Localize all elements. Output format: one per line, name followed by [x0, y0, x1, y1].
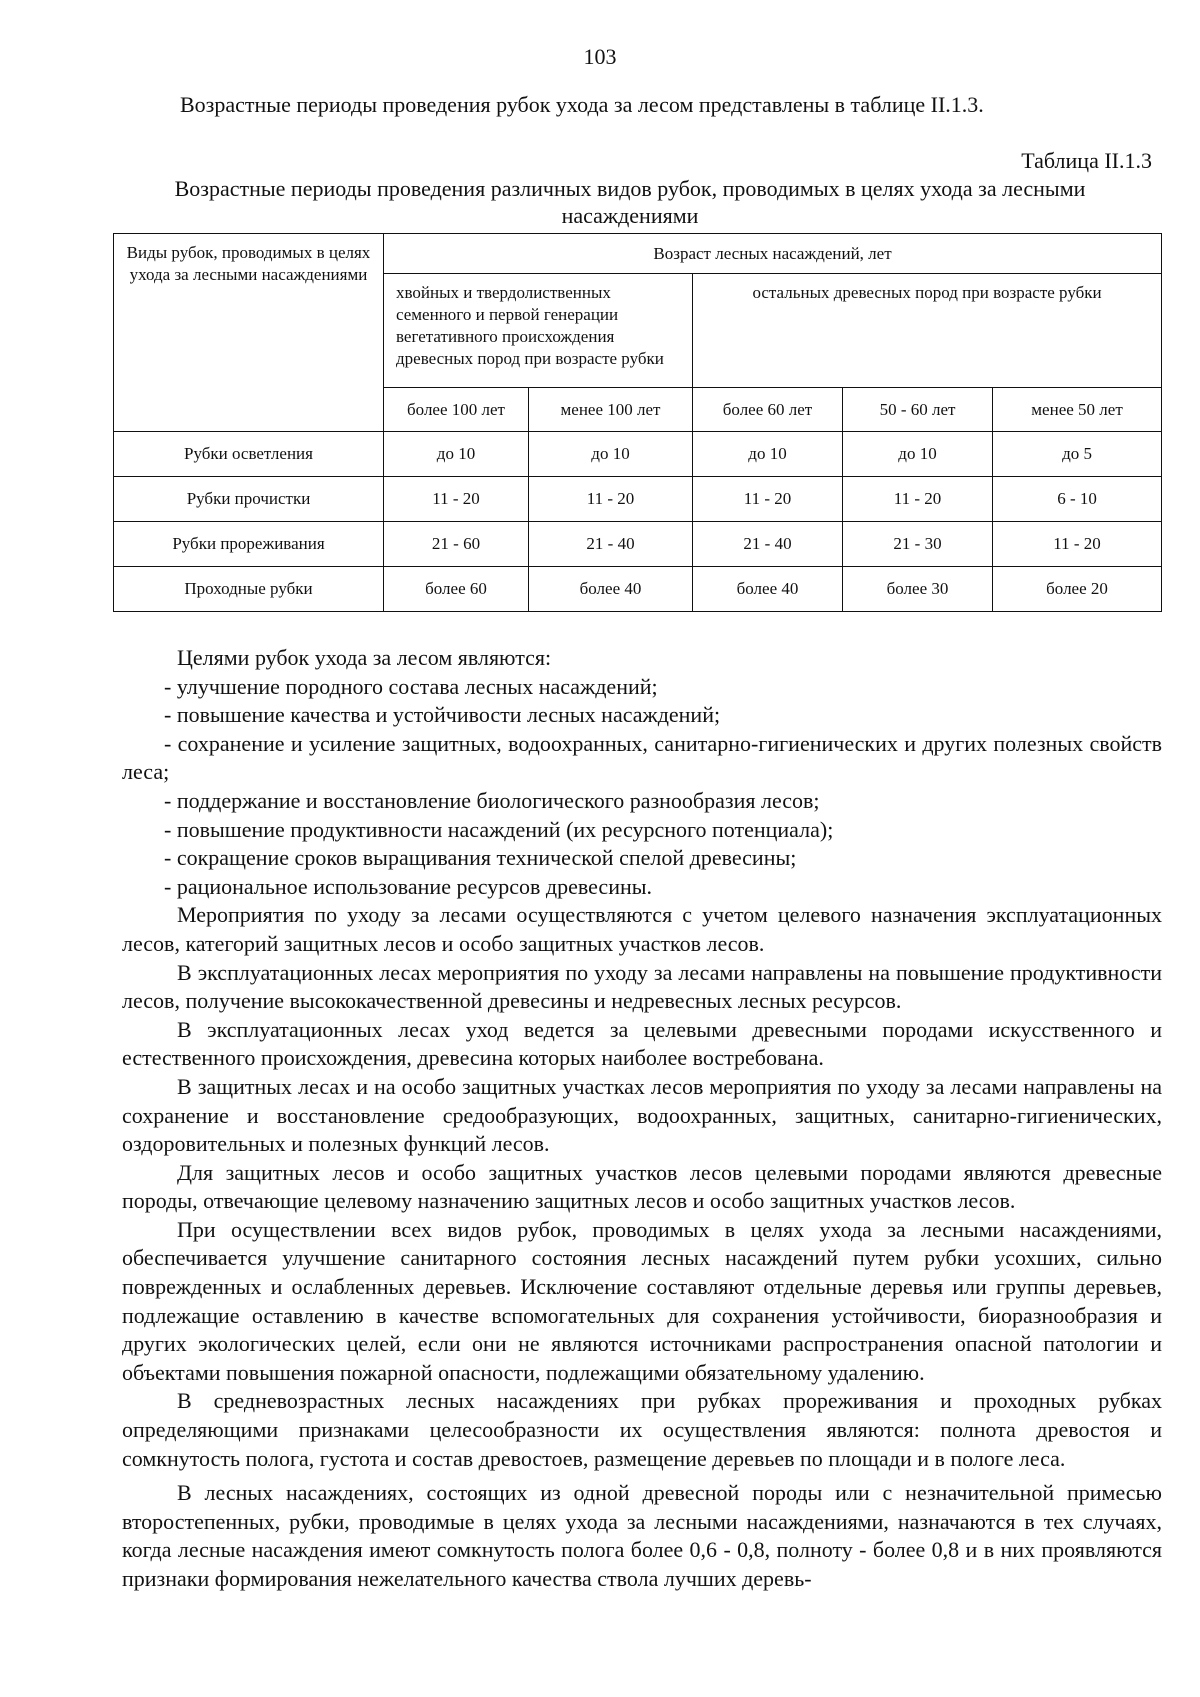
table-cell: 11 - 20 — [843, 477, 993, 522]
table-cell: до 5 — [993, 432, 1162, 477]
table-row — [114, 432, 1162, 477]
table-cell: 11 - 20 — [529, 477, 693, 522]
table-row — [114, 567, 1162, 612]
page-number: 103 — [583, 44, 617, 69]
group-header-other: остальных древесных пород при возрасте рубки — [693, 274, 1162, 388]
table-cell: 11 - 20 — [384, 477, 529, 522]
table-cell: до 10 — [693, 432, 843, 477]
table-cell: 11 - 20 — [993, 522, 1162, 567]
table-cell: более 60 — [384, 567, 529, 612]
goals-title: Целями рубок ухода за лесом являются: — [177, 645, 552, 670]
subheader-cell: 50 - 60 лет — [843, 388, 993, 432]
table-row — [114, 522, 1162, 567]
subheader-cell: менее 100 лет — [529, 388, 693, 432]
group-header-coniferous: хвойных и твердолиственных семенного и первой генерации вегетативного происхождения древесных пород при возрасте рубки — [384, 274, 693, 388]
goal-item: - улучшение породного состава лесных насаждений; — [164, 673, 658, 699]
subheader-cell: более 60 лет — [693, 388, 843, 432]
table-cell: 21 - 40 — [693, 522, 843, 567]
table-cell: более 40 — [693, 567, 843, 612]
table-label: Таблица II.1.3 — [1021, 148, 1152, 173]
goal-item: - повышение продуктивности насаждений (их ресурсного потенциала); — [164, 816, 834, 842]
table-cell: более 40 — [529, 567, 693, 612]
paragraph: При осуществлении всех видов рубок, проводимых в целях ухода за лесными насаждениями, обеспечивается улучшение санитарного состояния лесных насаждений путем рубки усохших, сильно поврежденных и ослабленных деревьев. Исключение составляют отдельные деревья или группы деревьев, подлежащие оставлению в качестве вспомогательных для сохранения устойчивости, биоразнообразия и других экологических целей, если они не являются источниками распространения опасной патологии и объектами повышения пожарной опасности, подлежащими обязательному удалению. — [122, 1216, 1162, 1385]
table-cell: 11 - 20 — [693, 477, 843, 522]
table-cell: до 10 — [384, 432, 529, 477]
table-cell: до 10 — [529, 432, 693, 477]
table-cell: 21 - 60 — [384, 522, 529, 567]
goal-item: - сокращение сроков выращивания технической спелой древесины; — [164, 845, 797, 871]
table-row — [114, 477, 1162, 522]
paragraph: Для защитных лесов и особо защитных участков лесов целевыми породами являются древесные породы, отвечающие целевому назначению защитных лесов и особо защитных участков лесов. — [122, 1159, 1162, 1214]
goal-item: - рациональное использование ресурсов древесины. — [164, 873, 653, 899]
paragraph: В эксплуатационных лесах мероприятия по уходу за лесами направлены на повышение продуктивности лесов, получение высококачественной древесины и недревесных лесных ресурсов. — [122, 959, 1162, 1014]
body-text — [122, 644, 1162, 1594]
table-cell: 6 - 10 — [993, 477, 1162, 522]
subheader-cell: менее 50 лет — [993, 388, 1162, 432]
row-name-cell: Проходные рубки — [114, 567, 384, 612]
table-cell: 21 - 30 — [843, 522, 993, 567]
paragraph: Мероприятия по уходу за лесами осуществляются с учетом целевого назначения эксплуатационных лесов, категорий защитных лесов и особо защитных участков лесов. — [122, 902, 1162, 956]
row-name-cell: Рубки прореживания — [114, 522, 384, 567]
goal-item: - поддержание и восстановление биологического разнообразия лесов; — [164, 787, 820, 813]
table-cell: до 10 — [843, 432, 993, 477]
table-title: Возрастные периоды проведения различных видов рубок, проводимых в целях ухода за лесными насаждениями — [174, 176, 1086, 228]
paragraph: В средневозрастных лесных насаждениях при рубках прореживания и проходных рубках определяющими признаками целесообразности их осуществления являются: полнота древостоя и сомкнутость полога, густота и состав древостоев, размещение деревьев по площади и в пологе леса. — [122, 1388, 1162, 1471]
paragraph: В лесных насаждениях, состоящих из одной древесной породы или с незначительной примесью второстепенных, рубки, проводимые в целях ухода за лесными насаждениями, назначаются в тех случаях, когда лесные насаждения имеют сомкнутость полога более 0,6 - 0,8, полноту - более 0,8 и в них проявляются признаки формирования нежелательного качества ствола лучших деревь- — [122, 1480, 1162, 1591]
intro-sentence: Возрастные периоды проведения рубок ухода за лесом представлены в таблице II.1.3. — [180, 92, 984, 117]
paragraph: В эксплуатационных лесах уход ведется за целевыми древесными породами искусственного и естественного происхождения, древесина которых наиболее востребована. — [122, 1016, 1162, 1071]
age-header-cell: Возраст лесных насаждений, лет — [384, 234, 1162, 274]
row-name-cell: Рубки прочистки — [114, 477, 384, 522]
subheader-cell: более 100 лет — [384, 388, 529, 432]
goal-item: - сохранение и усиление защитных, водоохранных, санитарно-гигиенических и других полезных свойств леса; — [122, 730, 1162, 785]
row-name-cell: Рубки осветления — [114, 432, 384, 477]
row-header-cell: Виды рубок, проводимых в целях ухода за лесными насаждениями — [114, 234, 384, 432]
table-cell: более 30 — [843, 567, 993, 612]
goal-item: - повышение качества и устойчивости лесных насаждений; — [164, 702, 721, 728]
table-cell: 21 - 40 — [529, 522, 693, 567]
paragraph: В защитных лесах и на особо защитных участках лесов мероприятия по уходу за лесами направлены на сохранение и восстановление средообразующих, водоохранных, защитных, санитарно-гигиенических, оздоровительных и полезных функций лесов. — [122, 1073, 1162, 1157]
table-cell: более 20 — [993, 567, 1162, 612]
age-periods-table — [113, 233, 1162, 612]
